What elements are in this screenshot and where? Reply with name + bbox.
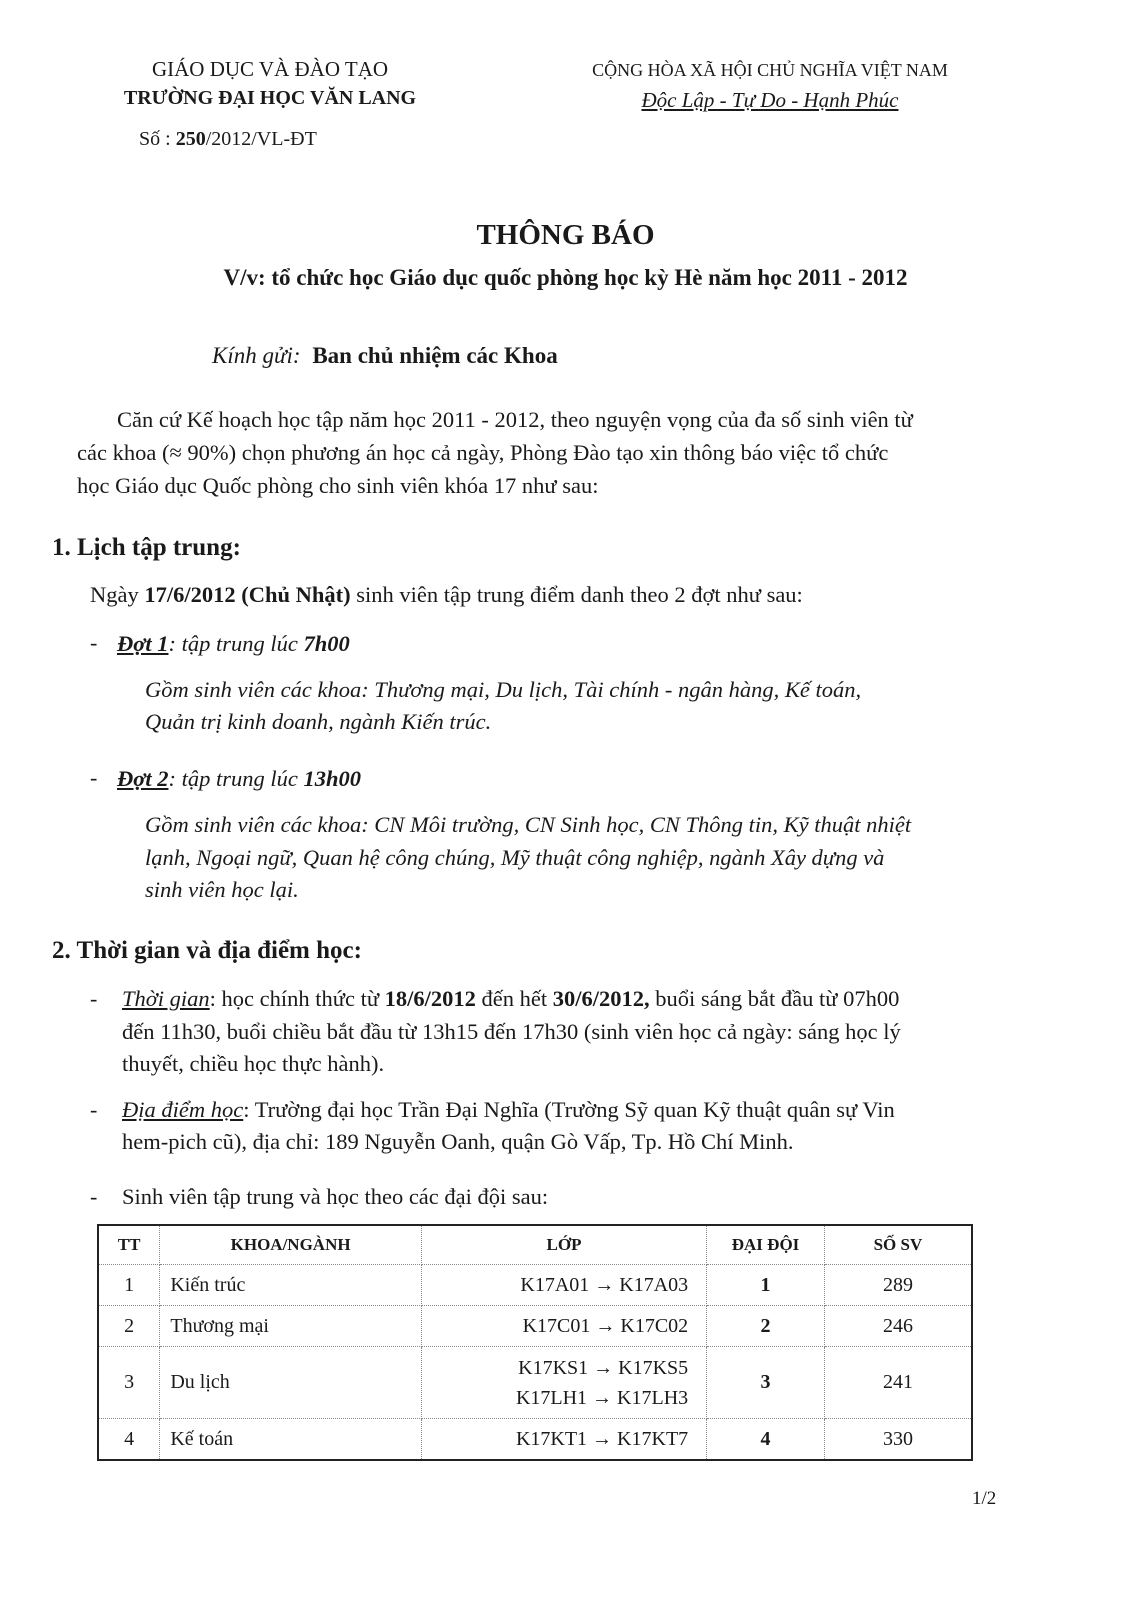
intro-line-1: Căn cứ Kế hoạch học tập năm học 2011 - 2012, theo nguyện vọng của đa số sinh viên từ	[117, 407, 913, 432]
time-text-c: buổi sáng bắt đầu từ 07h00	[649, 986, 900, 1011]
page-number: 1/2	[972, 1488, 997, 1509]
time-text-a: : học chính thức từ	[209, 986, 385, 1011]
national-motto-text: Độc Lập - Tự Do - Hạnh Phúc	[641, 88, 899, 112]
cell-daidoi: 2	[707, 1306, 825, 1347]
dot1-line	[117, 627, 350, 660]
cell-tt: 2	[98, 1306, 160, 1347]
table-row	[98, 1306, 972, 1347]
cell-lop	[421, 1419, 706, 1461]
company-table	[97, 1224, 973, 1461]
companies-line: Sinh viên tập trung và học theo các đại đội sau:	[122, 1184, 549, 1209]
org-name-line2: TRƯỜNG ĐẠI HỌC VĂN LANG	[123, 87, 417, 109]
section1-line-suffix: sinh viên tập trung điểm danh theo 2 đợt như sau:	[350, 582, 803, 607]
cell-lop-item: K17LH1 → K17LH3	[515, 1386, 689, 1409]
dot2-text: : tập trung lúc	[168, 766, 304, 791]
companies-dash: -	[90, 1184, 98, 1209]
cell-tt: 3	[98, 1347, 160, 1419]
cell-lop	[421, 1347, 706, 1419]
col-header-tt: TT	[98, 1225, 160, 1265]
dot1-dash: -	[90, 630, 98, 655]
dot1-label: Đợt 1	[117, 631, 169, 656]
time-line-3: thuyết, chiều học thực hành).	[122, 1051, 385, 1076]
cell-daidoi: 3	[707, 1347, 825, 1419]
time-end-date: 30/6/2012,	[552, 986, 650, 1011]
cell-daidoi: 1	[707, 1265, 825, 1306]
time-label: Thời gian	[122, 986, 210, 1011]
dot2-desc-1: Gồm sinh viên các khoa: CN Môi trường, CN Sinh học, CN Thông tin, Kỹ thuật nhiệt	[145, 812, 912, 837]
intro-line-2: các khoa (≈ 90%) chọn phương án học cả ngày, Phòng Đào tạo xin thông báo việc tổ chức	[77, 440, 889, 465]
dot2-dash: -	[90, 765, 98, 790]
cell-lop	[421, 1265, 706, 1306]
time-text-b: đến hết	[475, 986, 553, 1011]
cell-lop-item: K17KS1 → K17KS5	[518, 1356, 689, 1379]
recipient-label: Kính gửi:	[212, 343, 301, 368]
cell-sosv: 246	[824, 1306, 972, 1347]
col-header-daidoi: ĐẠI ĐỘI	[707, 1225, 825, 1265]
cell-sosv: 330	[824, 1419, 972, 1461]
dot1-desc-2: Quản trị kinh doanh, ngành Kiến trúc.	[145, 709, 492, 734]
dot2-desc-3: sinh viên học lại.	[145, 877, 299, 902]
doc-no-rest: /2012/VL-ĐT	[205, 128, 317, 150]
cell-khoa: Du lịch	[160, 1347, 422, 1419]
doc-no-num: 250	[175, 128, 206, 150]
cell-khoa: Kiến trúc	[160, 1265, 422, 1306]
col-header-khoa: KHOA/NGÀNH	[160, 1225, 422, 1265]
dot1-text: : tập trung lúc	[168, 631, 304, 656]
intro-line-3: học Giáo dục Quốc phòng cho sinh viên khóa 17 như sau:	[77, 473, 599, 498]
section1-date: 17/6/2012 (Chủ Nhật)	[144, 582, 351, 607]
time-dash: -	[90, 986, 98, 1011]
dot1-time: 7h00	[303, 631, 350, 656]
place-text-1: : Trường đại học Trần Đại Nghĩa (Trường Sỹ quan Kỹ thuật quân sự Vin	[243, 1097, 895, 1122]
cell-lop-item: K17KT1 → K17KT7	[515, 1428, 689, 1450]
cell-khoa: Thương mại	[160, 1306, 422, 1347]
place-line-1	[122, 1093, 895, 1126]
recipient	[212, 343, 558, 369]
section1-heading: 1. Lịch tập trung:	[52, 534, 241, 561]
cell-lop-item: K17C01 → K17C02	[522, 1315, 689, 1337]
cell-tt: 1	[98, 1265, 160, 1306]
document-subject: V/v: tổ chức học Giáo dục quốc phòng học kỳ Hè năm học 2011 - 2012	[223, 265, 908, 290]
dot1-desc-1: Gồm sinh viên các khoa: Thương mại, Du lịch, Tài chính - ngân hàng, Kế toán,	[145, 677, 862, 702]
recipient-name: Ban chủ nhiệm các Khoa	[312, 343, 558, 368]
org-name-line1: GIÁO DỤC VÀ ĐÀO TẠO	[151, 57, 389, 81]
col-header-lop: LỚP	[421, 1225, 706, 1265]
national-motto	[570, 88, 970, 113]
time-start-date: 18/6/2012	[384, 986, 476, 1011]
table-row	[98, 1419, 972, 1461]
cell-tt: 4	[98, 1419, 160, 1461]
time-line-1	[122, 982, 899, 1015]
table-row	[98, 1265, 972, 1306]
doc-no-label: Số :	[139, 128, 171, 150]
col-header-sosv: SỐ SV	[824, 1225, 972, 1265]
section1-line-prefix: Ngày	[90, 582, 145, 607]
place-label: Địa điểm học	[122, 1097, 244, 1122]
document-number	[139, 128, 317, 151]
section2-heading: 2. Thời gian và địa điểm học:	[52, 937, 362, 964]
place-line-2: hem-pich cũ), địa chỉ: 189 Nguyễn Oanh, quận Gò Vấp, Tp. Hồ Chí Minh.	[122, 1129, 794, 1154]
dot2-time: 13h00	[303, 766, 361, 791]
table-header-row	[98, 1225, 972, 1265]
dot2-label: Đợt 2	[117, 766, 169, 791]
cell-khoa: Kế toán	[160, 1419, 422, 1461]
place-dash: -	[90, 1097, 98, 1122]
national-title: CỘNG HÒA XÃ HỘI CHỦ NGHĨA VIỆT NAM	[592, 60, 948, 80]
section1-line	[90, 578, 803, 611]
dot2-line	[117, 762, 361, 795]
time-line-2: đến 11h30, buổi chiều bắt đầu từ 13h15 đến 17h30 (sinh viên học cả ngày: sáng học lý	[122, 1019, 901, 1044]
cell-sosv: 289	[824, 1265, 972, 1306]
cell-sosv: 241	[824, 1347, 972, 1419]
dot2-desc-2: lạnh, Ngoại ngữ, Quan hệ công chúng, Mỹ thuật công nghiệp, ngành Xây dựng và	[145, 845, 885, 870]
cell-lop	[421, 1306, 706, 1347]
table-row	[98, 1347, 972, 1419]
document-title: THÔNG BÁO	[476, 219, 655, 251]
cell-lop-item: K17A01 → K17A03	[520, 1274, 689, 1296]
cell-daidoi: 4	[707, 1419, 825, 1461]
